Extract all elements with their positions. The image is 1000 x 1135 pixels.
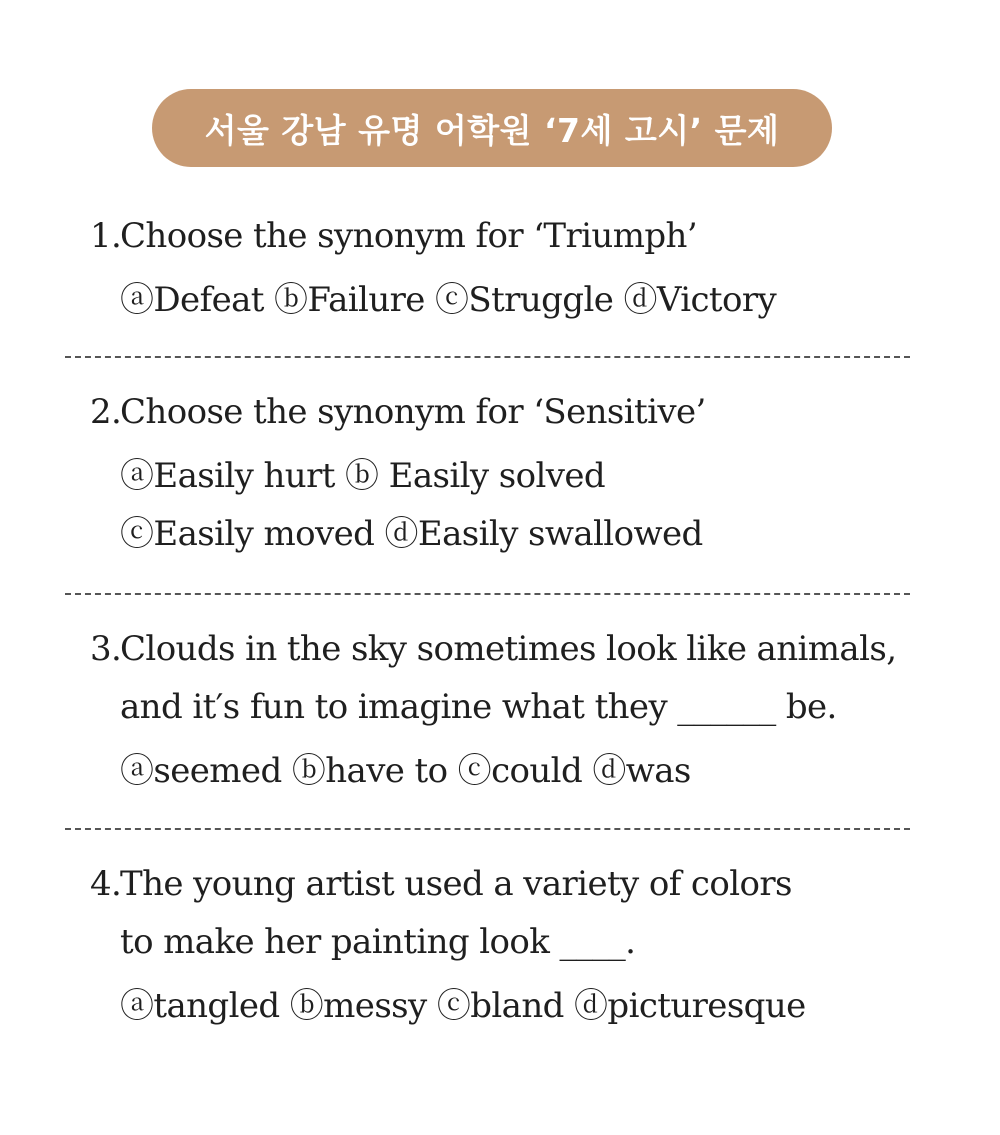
question-4-stem-line-2: to make her painting look ____.: [120, 922, 636, 962]
question-4-stem-line-1: The young artist used a variety of colors: [120, 864, 792, 904]
page-title: 서울 강남 유명 어학원 ‘7세 고시’ 문제: [204, 110, 780, 150]
question-3-stem-line-2: and it′s fun to imagine what they ______ be.: [120, 687, 837, 727]
question-1-number: 1.: [90, 216, 122, 256]
divider: [65, 828, 910, 830]
question-1-stem-line-1: Choose the synonym for ‘Triumph’: [120, 216, 698, 256]
question-4-options-line-1: ⓐtangled ⓑmessy ⓒbland ⓓpicturesque: [120, 986, 806, 1026]
divider: [65, 356, 910, 358]
title-banner: [152, 89, 832, 167]
question-2-stem-line-1: Choose the synonym for ‘Sensitive’: [120, 392, 706, 432]
divider: [65, 593, 910, 595]
question-1-options-line-1: ⓐDefeat ⓑFailure ⓒStruggle ⓓVictory: [120, 280, 777, 320]
question-3-number: 3.: [90, 629, 122, 669]
question-2-options-line-2: ⓒEasily moved ⓓEasily swallowed: [120, 514, 703, 554]
question-2-number: 2.: [90, 392, 122, 432]
question-4-number: 4.: [90, 864, 122, 904]
question-2-options-line-1: ⓐEasily hurt ⓑ Easily solved: [120, 456, 606, 496]
question-3-stem-line-1: Clouds in the sky sometimes look like animals,: [120, 629, 897, 669]
question-3-options-line-1: ⓐseemed ⓑhave to ⓒcould ⓓwas: [120, 751, 691, 791]
